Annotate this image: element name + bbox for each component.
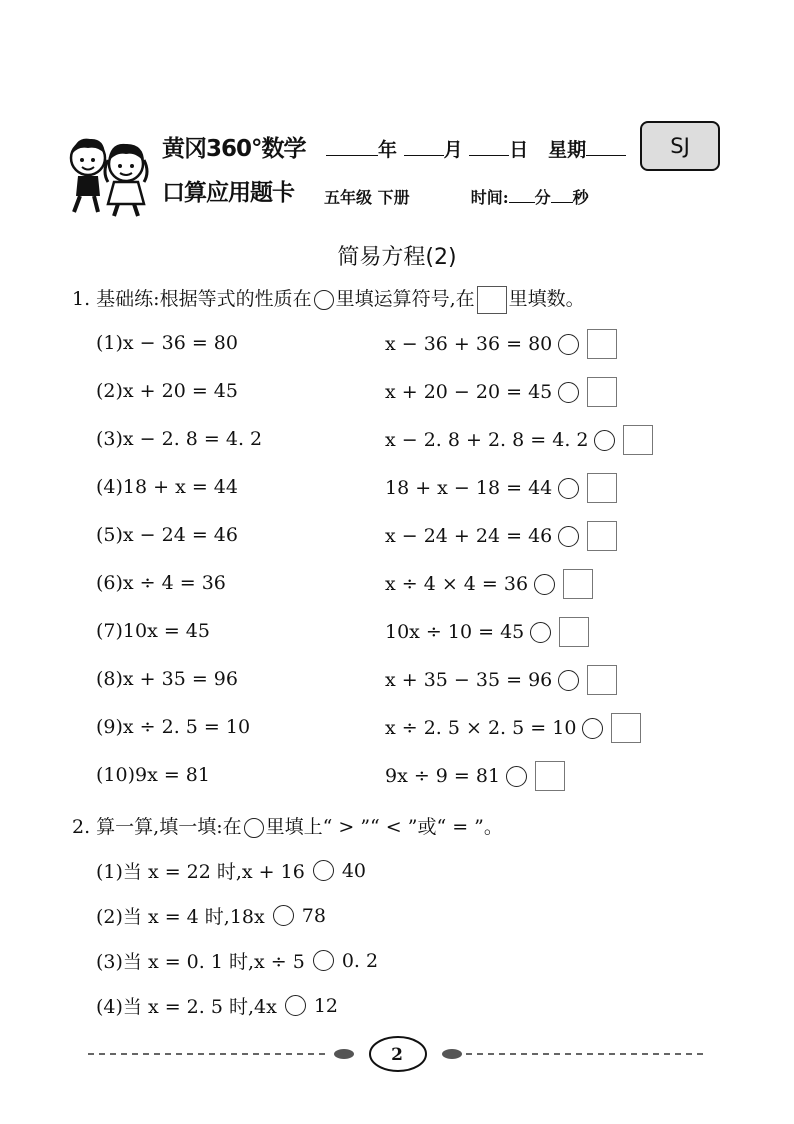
q2-expression: (1)当 x = 22 时,x + 16 — [96, 861, 305, 883]
q1-mid1: 里填运算符号,在 — [335, 288, 475, 310]
q1-row-right — [385, 761, 565, 791]
q1-row-left: (10)9x = 81 — [96, 764, 210, 786]
second-blank[interactable] — [551, 188, 573, 203]
q1-row-left: (3)x − 2. 8 = 4. 2 — [96, 428, 263, 450]
q2-prefix: 2. 算一算,填一填:在 — [72, 816, 242, 838]
second-label: 秒 — [572, 188, 589, 207]
q1-row-right — [385, 713, 641, 743]
q1-row-right — [385, 521, 617, 551]
circle-icon — [244, 818, 264, 838]
transformed-equation: 10x ÷ 10 = 45 — [385, 621, 525, 643]
q1-mid2: 里填数。 — [508, 288, 585, 310]
minute-label: 分 — [534, 188, 551, 207]
number-box-input[interactable] — [563, 569, 593, 599]
operator-circle-input[interactable] — [558, 382, 579, 403]
transformed-equation: 18 + x − 18 = 44 — [385, 477, 553, 499]
operator-circle-input[interactable] — [558, 334, 579, 355]
operator-circle-input[interactable] — [530, 622, 551, 643]
q2-instruction — [72, 812, 503, 839]
q1-row-right — [385, 569, 593, 599]
operator-circle-input[interactable] — [558, 526, 579, 547]
minute-blank[interactable] — [509, 188, 535, 203]
transformed-equation: x − 36 + 36 = 80 — [385, 333, 553, 355]
transformed-equation: x + 35 − 35 = 96 — [385, 669, 553, 691]
transformed-equation: x ÷ 4 × 4 = 36 — [385, 573, 529, 595]
month-blank[interactable] — [404, 137, 444, 156]
q1-row-left: (8)x + 35 = 96 — [96, 668, 238, 690]
day-label: 日 — [509, 139, 529, 161]
q2-row — [96, 947, 378, 974]
day-blank[interactable] — [469, 137, 509, 156]
month-label: 月 — [443, 139, 463, 161]
q1-row-left: (4)18 + x = 44 — [96, 476, 238, 498]
q2-expression: (4)当 x = 2. 5 时,4x — [96, 996, 277, 1018]
q2-expression: (2)当 x = 4 时,18x — [96, 906, 265, 928]
compare-circle-input[interactable] — [313, 950, 334, 971]
brand-subtitle: 口算应用题卡 — [162, 180, 294, 206]
q2-value: 40 — [341, 859, 367, 882]
number-box-input[interactable] — [611, 713, 641, 743]
operator-circle-input[interactable] — [506, 766, 527, 787]
transformed-equation: 9x ÷ 9 = 81 — [385, 765, 501, 787]
q1-row-left: (5)x − 24 = 46 — [96, 524, 238, 546]
q1-row-right — [385, 329, 617, 359]
number-box-input[interactable] — [559, 617, 589, 647]
page-number: 2 — [391, 1045, 403, 1065]
compare-circle-input[interactable] — [313, 860, 334, 881]
number-box-input[interactable] — [587, 473, 617, 503]
number-box-input[interactable] — [623, 425, 653, 455]
number-box-input[interactable] — [587, 665, 617, 695]
weekday-label: 星期 — [548, 139, 587, 161]
q2-value: 0. 2 — [341, 949, 379, 972]
transformed-equation: x − 2. 8 + 2. 8 = 4. 2 — [385, 429, 589, 451]
q1-row-right — [385, 617, 589, 647]
grade-line — [324, 185, 589, 208]
q1-row-left: (7)10x = 45 — [96, 620, 210, 642]
edition-badge: SJ — [640, 121, 720, 171]
year-label: 年 — [378, 139, 398, 161]
time-label: 时间: — [470, 188, 509, 207]
date-line — [326, 135, 626, 162]
q2-row — [96, 902, 326, 929]
operator-circle-input[interactable] — [558, 670, 579, 691]
number-box-input[interactable] — [587, 521, 617, 551]
number-box-input[interactable] — [587, 329, 617, 359]
operator-circle-input[interactable] — [582, 718, 603, 739]
q1-row-right — [385, 473, 617, 503]
q1-row-left: (2)x + 20 = 45 — [96, 380, 238, 402]
compare-circle-input[interactable] — [285, 995, 306, 1016]
q1-prefix: 1. 基础练:根据等式的性质在 — [72, 288, 312, 310]
q2-value: 12 — [313, 994, 338, 1017]
circle-icon — [314, 290, 334, 310]
square-icon — [477, 286, 507, 314]
transformed-equation: x + 20 − 20 = 45 — [385, 381, 553, 403]
q1-row-left: (6)x ÷ 4 = 36 — [96, 572, 226, 594]
number-box-input[interactable] — [535, 761, 565, 791]
operator-circle-input[interactable] — [558, 478, 579, 499]
grade-label: 五年级 下册 — [324, 188, 410, 207]
q1-instruction — [72, 284, 585, 314]
q2-value: 78 — [301, 904, 326, 927]
mascot-illustration — [58, 130, 158, 220]
brand-title: 黄冈360°数学 — [162, 136, 306, 162]
q1-row-right — [385, 377, 617, 407]
transformed-equation: x ÷ 2. 5 × 2. 5 = 10 — [385, 717, 577, 739]
q2-expression: (3)当 x = 0. 1 时,x ÷ 5 — [96, 951, 305, 973]
lesson-title: 简易方程(2) — [337, 245, 457, 270]
transformed-equation: x − 24 + 24 = 46 — [385, 525, 553, 547]
q2-row — [96, 992, 338, 1019]
operator-circle-input[interactable] — [594, 430, 615, 451]
operator-circle-input[interactable] — [534, 574, 555, 595]
q1-row-left: (1)x − 36 = 80 — [96, 332, 238, 354]
q2-suffix: 里填上“ > ”“ < ”或“ = ”。 — [265, 816, 503, 838]
q1-row-right — [385, 665, 617, 695]
year-blank[interactable] — [326, 137, 378, 156]
q1-row-right — [385, 425, 653, 455]
q1-row-left: (9)x ÷ 2. 5 = 10 — [96, 716, 251, 738]
q2-row — [96, 857, 366, 884]
weekday-blank[interactable] — [586, 137, 626, 156]
compare-circle-input[interactable] — [273, 905, 294, 926]
number-box-input[interactable] — [587, 377, 617, 407]
